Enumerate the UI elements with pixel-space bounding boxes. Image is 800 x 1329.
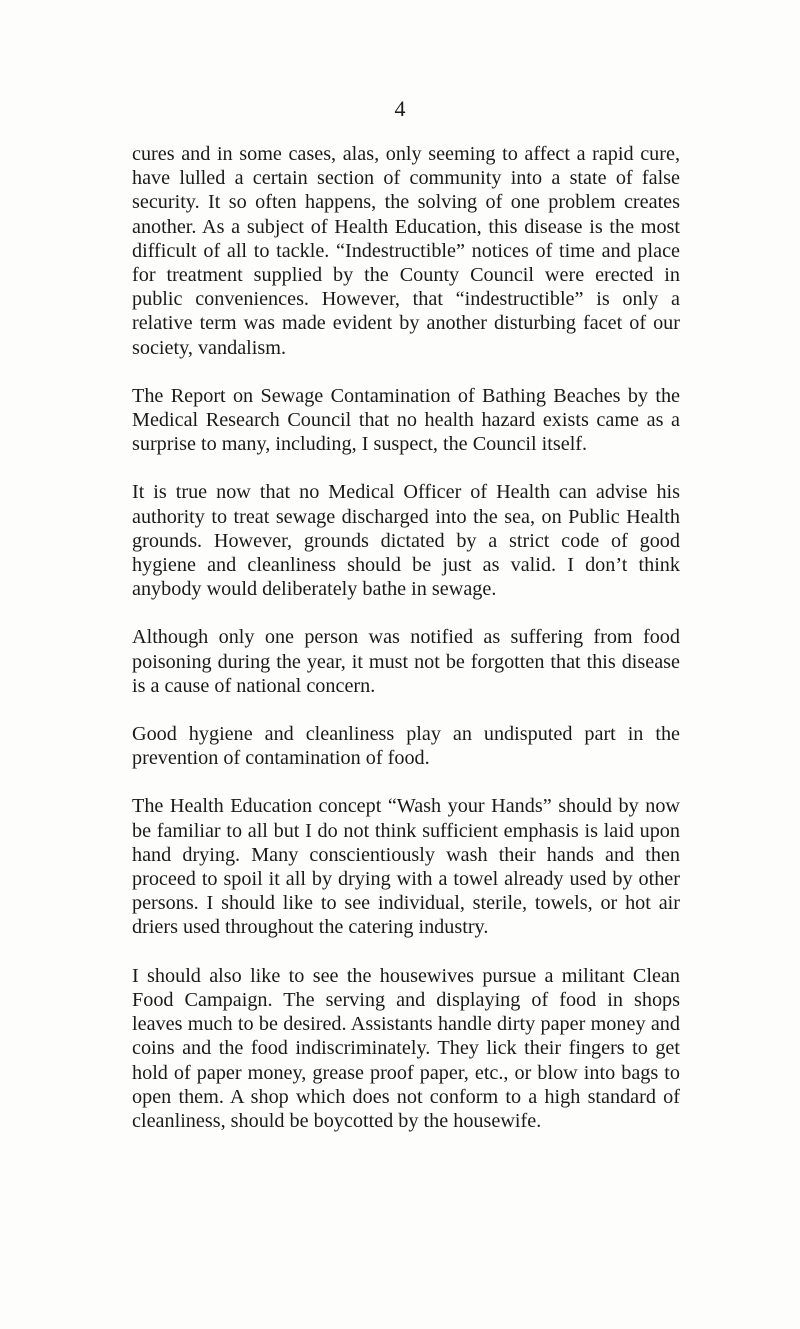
paragraph-food-poisoning: Although only one person was notified as suffering from food poisoning during the year, it must not be forgotten that this disease is a cause of national concern. — [132, 626, 680, 697]
paragraph-venereal-disease: cures and in some cases, alas, only seeming to affect a rapid cure, have lulled a certain section of community into a state of false security. It so often happens, the solving of one problem creates another. As a subject of Health Education, this disease is the most difficult of all to tackle. “Indestructible” notices of time and place for treatment supplied by the County Council were erected in public conveniences. However, that “indestructible” is only a relative term was made evident by another disturbing facet of our society, vandalism. — [132, 143, 680, 359]
paragraph-bathing-beaches: The Report on Sewage Contamination of Bathing Beaches by the Medical Research Council that no health hazard exists came as a surprise to many, including, I suspect, the Council itself. — [132, 384, 680, 456]
paragraph-clean-food-campaign: I should also like to see the housewives pursue a militant Clean Food Campaign. The serving and displaying of food in shops leaves much to be desired. Assistants handle dirty paper money and coins and the food indiscriminately. They lick their fingers to get hold of paper money, grease proof paper, etc., or blow into bags to open them. A shop which does not conform to a high standard of cleanliness, should be boycotted by the housewife. — [132, 964, 680, 1132]
paragraph-sewage-discharge: It is true now that no Medical Officer of Health can advise his authority to treat sewage discharged into the sea, on Public Health grounds. However, grounds dictated by a strict code of good hygiene and cleanliness should be just as valid. I don’t think anybody would deliberately bathe in sewage. — [132, 481, 680, 601]
body-text — [132, 142, 680, 1133]
paragraph-good-hygiene: Good hygiene and cleanliness play an undisputed part in the prevention of contamination of food. — [132, 723, 680, 770]
page-number: 4 — [394, 96, 406, 121]
paragraph-wash-your-hands: The Health Education concept “Wash your Hands” should by now be familiar to all but I do not think sufficient emphasis is laid upon hand drying. Many conscientiously wash their hands and then proceed to spoil it all by drying with a towel already used by other persons. I should like to see individual, sterile, towels, or hot air driers used throughout the catering industry. — [132, 795, 680, 939]
